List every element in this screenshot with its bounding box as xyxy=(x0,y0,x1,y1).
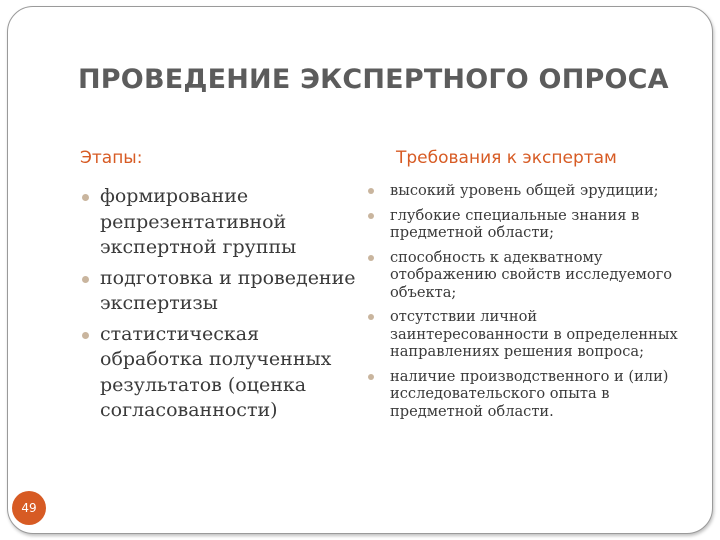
list-item-text: глубокие специальные знания в предметной области; xyxy=(390,206,640,241)
list-item-text: подготовка и проведение экспертизы xyxy=(100,266,356,314)
bullet-icon xyxy=(82,332,89,339)
list-item xyxy=(366,182,686,200)
list-item-text: статистическая обработка полученных результатов (оценка согласованности) xyxy=(100,322,332,421)
bullet-icon xyxy=(368,374,374,380)
stages-column xyxy=(80,148,365,429)
stages-list xyxy=(80,184,365,424)
bullet-icon xyxy=(368,213,374,219)
slide-title: ПРОВЕДЕНИЕ ЭКСПЕРТНОГО ОПРОСА xyxy=(78,64,669,95)
list-item xyxy=(80,322,365,424)
list-item-text: формирование репрезентативной экспертной группы xyxy=(100,185,297,258)
bullet-icon xyxy=(368,314,374,320)
bullet-icon xyxy=(368,255,374,261)
list-item xyxy=(80,184,365,261)
list-item-text: наличие производственного и (или) исследовательского опыта в предметной области. xyxy=(390,367,669,420)
bullet-icon xyxy=(82,194,89,201)
list-item-text: способность к адекватному отображению свойств исследуемого объекта; xyxy=(390,248,673,301)
bullet-icon xyxy=(82,276,89,283)
requirements-column xyxy=(366,148,686,427)
list-item xyxy=(366,368,686,421)
list-item-text: отсутствии личной заинтересованности в определенных направлениях решения вопроса; xyxy=(390,308,678,360)
list-item xyxy=(366,249,686,302)
list-item-text: высокий уровень общей эрудиции; xyxy=(390,182,659,199)
page-number-badge: 49 xyxy=(12,491,46,525)
stages-heading: Этапы: xyxy=(80,148,143,168)
requirements-heading: Требования к экспертам xyxy=(396,148,617,168)
requirements-list xyxy=(366,182,686,420)
list-item xyxy=(366,207,686,242)
bullet-icon xyxy=(368,188,374,194)
list-item xyxy=(80,266,365,317)
list-item xyxy=(366,308,686,361)
